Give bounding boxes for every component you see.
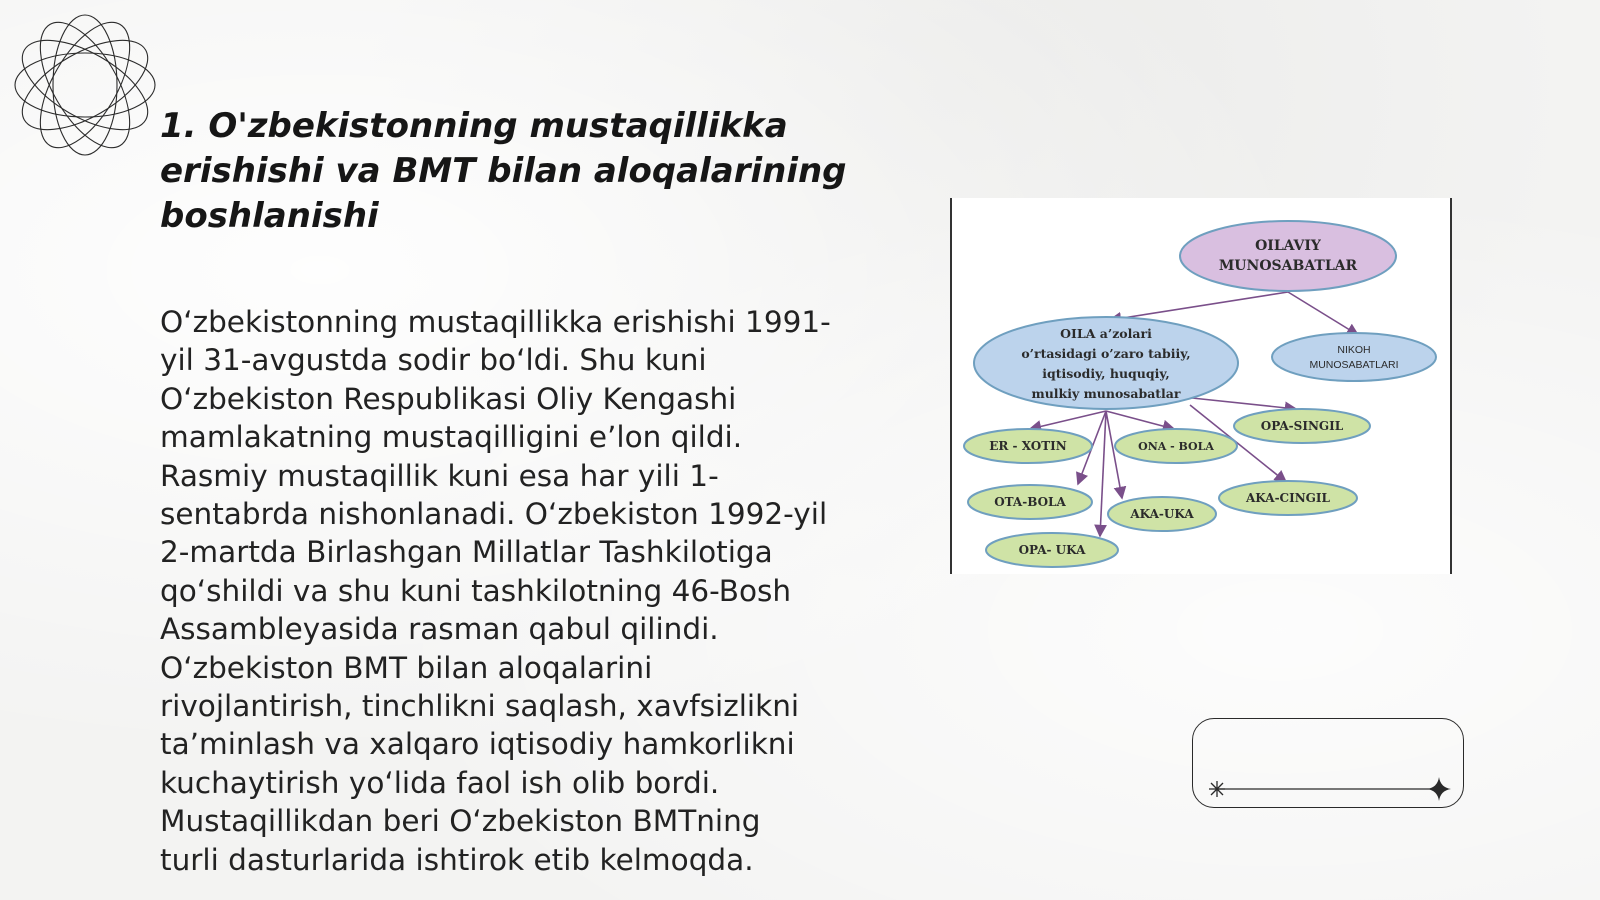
svg-text:AKA-CINGIL: AKA-CINGIL [1246,491,1330,505]
relation-node-aka-singil [1219,481,1357,515]
diagram-canvas [952,198,1446,574]
slide-title: 1. O'zbekistonning mustaqillikka erishishi va BMT bilan aloqalarining boshlanishi [160,106,847,236]
relation-node-opa-uka [986,533,1118,567]
body-paragraph: O‘zbekistonning mustaqillikka erishishi 1991- yil 31-avgustda sodir bo‘ldi. Shu kuni O‘zbekiston Respublikasi Oliy Kengashi mamlakatning mustaqilligini e’lon qildi. Rasmiy mustaqillik kuni esa har yili 1- sentabrda nishonlanadi. O‘zbekiston 1992-yil 2-martda Birlashgan Millatlar Tashkilotiga qo‘shildi va shu kuni tashkilotning 46-Bosh Assambleyasida rasman qabul qilindi. O‘zbekiston BMT bilan aloqalarini rivojlantirish, tinchlikni saqlash, xavfsizlikni ta’minlash va xalqaro iqtisodiy hamkorlikni kuchaytirish yo‘lida faol ish olib bordi. Mustaqillikdan beri O‘zbekiston BMTning turli dasturlarida ishtirok etib kelmoqda. [160,305,831,877]
svg-text:OPA- UKA: OPA- UKA [1018,543,1086,557]
starburst-icon [1209,781,1225,797]
decorative-capsule [1192,718,1464,808]
svg-text:ER - XOTIN: ER - XOTIN [989,439,1067,453]
members-node [974,317,1238,409]
svg-text:AKA-UKA: AKA-UKA [1130,507,1194,521]
root-node-line2: MUNOSABATLAR [1218,258,1358,274]
relation-node-opa-singil [1234,409,1370,443]
members-node-line2: o’rtasidagi o’zaro tabiiy, [1021,346,1191,361]
relation-node-ota-bola [968,485,1092,519]
line-with-stars-icon [1193,719,1465,809]
root-node [1180,221,1396,291]
members-node-line4: mulkiy munosabatlar [1031,386,1181,401]
relation-node-ona-bola [1115,429,1237,463]
members-node-line3: iqtisodiy, huquqiy, [1042,366,1170,381]
family-relations-diagram [950,198,1452,574]
svg-text:ONA - BOLA: ONA - BOLA [1138,440,1214,453]
members-node-line1: OILA a’zolari [1060,326,1152,341]
decorative-rings-icon [10,10,160,160]
relation-node-aka-uka [1108,497,1216,531]
marriage-node-line1: NIKOH [1337,344,1371,356]
marriage-node-line2: MUNOSABATLARI [1309,359,1399,371]
root-node-line1: OILAVIY [1255,238,1321,254]
relation-node-er-xotin [964,429,1092,463]
svg-text:OPA-SINGIL: OPA-SINGIL [1260,419,1344,433]
marriage-node [1272,333,1436,381]
svg-text:OTA-BOLA: OTA-BOLA [994,495,1066,509]
sparkle-icon [1427,777,1451,801]
